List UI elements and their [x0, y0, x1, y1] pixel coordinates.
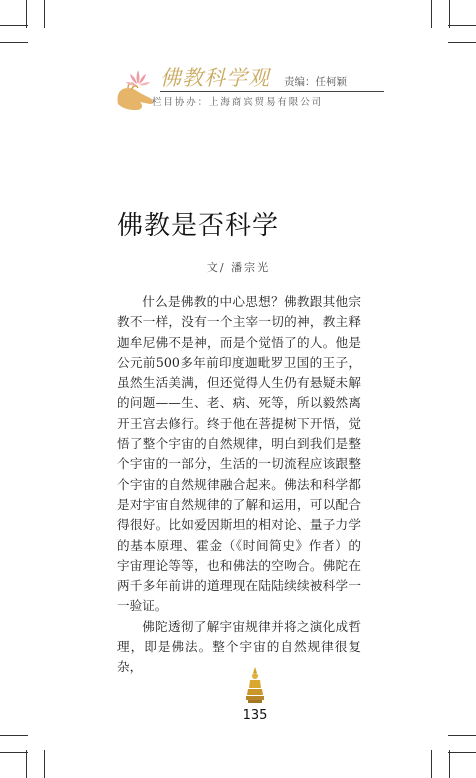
crop-mark: [44, 0, 45, 28]
crop-mark: [0, 735, 28, 736]
crop-mark: [449, 750, 450, 778]
crop-mark: [448, 42, 476, 43]
crop-mark: [448, 735, 476, 736]
crop-mark: [0, 25, 28, 26]
sponsor-credit: 栏目协办：上海商宾贸易有限公司: [152, 97, 324, 108]
crop-mark: [26, 0, 27, 28]
crop-mark: [431, 0, 432, 28]
crop-mark: [449, 0, 450, 28]
paragraph: 佛陀透彻了解宇宙规律并将之演化成哲理，即是佛法。整个宇宙的自然规律很复杂，: [117, 618, 361, 675]
dharma-emblem-icon: [245, 665, 265, 705]
crop-mark: [448, 752, 476, 753]
crop-mark: [26, 750, 27, 778]
header-divider: [160, 91, 384, 92]
crop-mark: [44, 750, 45, 778]
crop-mark: [0, 752, 28, 753]
author-byline: 文/ 潘宗光: [206, 261, 271, 274]
page-number: 135: [242, 708, 268, 723]
crop-mark: [431, 750, 432, 778]
article-title: 佛教是否科学: [117, 211, 280, 241]
crop-mark: [0, 42, 28, 43]
paragraph: 什么是佛教的中心思想？佛教跟其他宗教不一样，没有一个主宰一切的神，教主释迦牟尼佛不是神，而是个觉悟了的人。他是公元前500多年前印度迦毗罗卫国的王子，虽然生活美满，但还觉得人生仍有悬疑未解的问题——生、老、病、死等，所以毅然离开王宫去修行。终于他在菩提树下开悟，觉悟了整个宇宙的自然规律，明白到我们是整个宇宙的一部分，生活的一切流程应该跟整个宇宙的自然规律融合起来。佛法和科学都是对宇宙自然规律的了解和运用，可以配合得很好。比如爱因斯坦的相对论、量子力学的基本原理、霍金（《时间简史》作者）的宇宙理论等等，也和佛法的空吻合。佛陀在两千多年前讲的道理现在陆陆续续被科学一一验证。: [117, 294, 361, 614]
column-title: 佛教科学观: [160, 66, 270, 90]
crop-mark: [448, 25, 476, 26]
article-body: [117, 292, 361, 678]
editor-credit: 责编：任柯颖: [284, 76, 347, 88]
